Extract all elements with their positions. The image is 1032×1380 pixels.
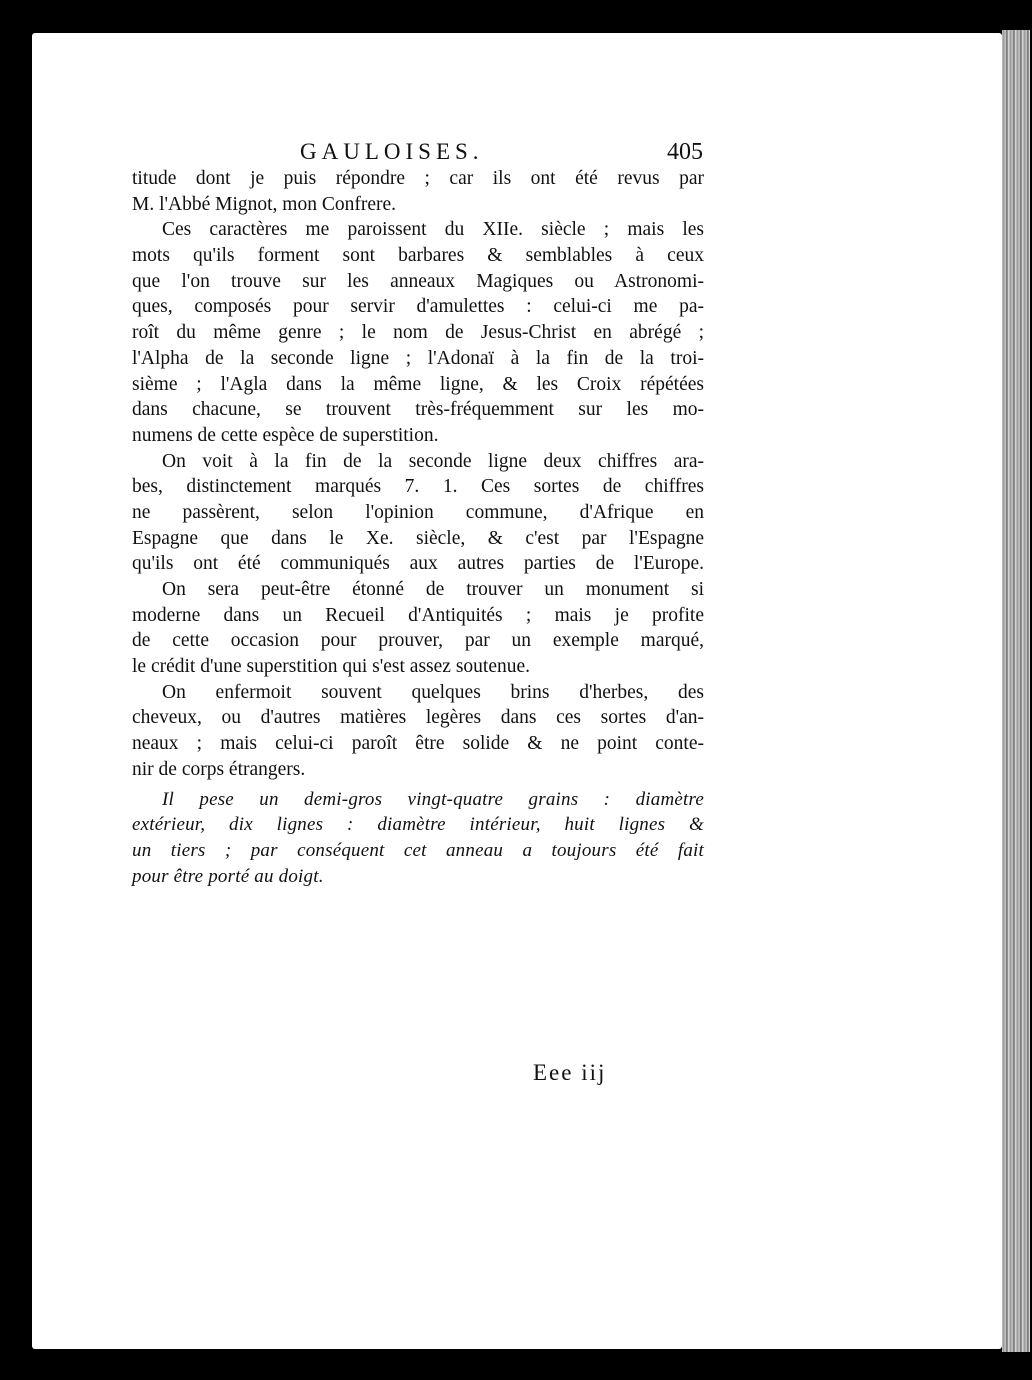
italic-text-line: pour être porté au doigt. [132, 865, 324, 887]
text-line: sième ; l'Agla dans la même ligne, & les Croix répétées [132, 373, 704, 395]
text-line: titude dont je puis répondre ; car ils ont été revus par [132, 168, 704, 189]
signature-mark: Eee iij [533, 1060, 607, 1085]
text-line: mots qu'ils forment sont barbares & semblables à ceux [132, 245, 704, 267]
text-line: On enfermoit souvent quelques brins d'herbes, des [162, 681, 704, 703]
text-line: Espagne que dans le Xe. siècle, & c'est par l'Espagne [132, 527, 704, 549]
text-line: que l'on trouve sur les anneaux Magiques ou Astronomi- [132, 270, 704, 292]
text-line: ne passèrent, selon l'opinion commune, d'Afrique en [132, 501, 704, 523]
italic-text-line: extérieur, dix lignes : diamètre intérieur, huit lignes & [132, 814, 704, 836]
text-line: moderne dans un Recueil d'Antiquités ; mais je profite [132, 604, 704, 626]
page-edge-shadow [1002, 30, 1030, 1352]
text-line: nir de corps étrangers. [132, 758, 306, 780]
running-head: GAULOISES. [300, 139, 484, 164]
text-line: ques, composés pour servir d'amulettes : celui-ci me pa- [132, 296, 704, 318]
text-line: de cette occasion pour prouver, par un exemple marqué, [132, 630, 704, 652]
text-line: bes, distinctement marqués 7. 1. Ces sortes de chiffres [132, 476, 704, 498]
text-line: neaux ; mais celui-ci paroît être solide & ne point conte- [132, 733, 704, 755]
text-line: cheveux, ou d'autres matières legères dans ces sortes d'an- [132, 707, 704, 729]
text-line: qu'ils ont été communiqués aux autres parties de l'Europe. [132, 553, 704, 575]
text-line: M. l'Abbé Mignot, mon Confrere. [132, 193, 397, 215]
body-text [132, 166, 704, 889]
page-number: 405 [667, 139, 703, 165]
text-line: On sera peut-être étonné de trouver un monument si [162, 579, 704, 600]
text-line: On voit à la fin de la seconde ligne deux chiffres ara- [162, 450, 704, 472]
text-line: le crédit d'une superstition qui s'est assez soutenue. [132, 656, 531, 678]
text-line: numens de cette espèce de superstition. [132, 424, 439, 446]
text-line: dans chacune, se trouvent très-fréquemment sur les mo- [132, 399, 704, 421]
italic-text-line: Il pese un demi-gros vingt-quatre grains : diamètre [162, 788, 704, 810]
text-line: Ces caractères me paroissent du XIIe. siècle ; mais les [162, 219, 704, 241]
text-line: l'Alpha de la seconde ligne ; l'Adonaï à la fin de la troi- [132, 347, 704, 369]
text-line: roît du même genre ; le nom de Jesus-Christ en abrégé ; [132, 322, 704, 344]
italic-text-line: un tiers ; par conséquent cet anneau a toujours été fait [132, 839, 704, 861]
